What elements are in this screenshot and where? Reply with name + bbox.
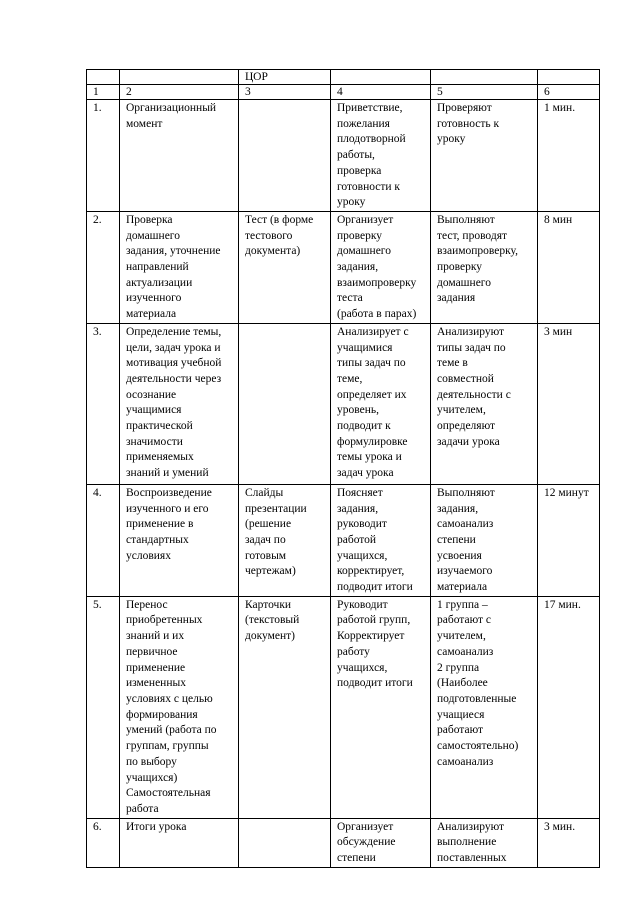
table-row	[87, 323, 600, 484]
time-cell: 1 мин.	[538, 100, 600, 212]
student-activity-cell: Анализируют типы задач по теме в совместной деятельности с учителем, определяют задачи урока	[431, 323, 538, 484]
cor-cell: Тест (в форме тестового документа)	[239, 211, 331, 323]
teacher-activity-cell: Организует обсуждение степени	[331, 818, 431, 867]
student-activity-cell: Анализируют выполнение поставленных	[431, 818, 538, 867]
stage-cell: Проверка домашнего задания, уточнение направлений актуализации изученного материала	[120, 211, 239, 323]
row-number: 4.	[87, 484, 120, 596]
time-cell: 8 мин	[538, 211, 600, 323]
teacher-activity-cell: Анализирует с учащимися типы задач по теме, определяет их уровень, подводит к формулировке темы урока и задач урока	[331, 323, 431, 484]
column-number: 3	[239, 85, 331, 100]
student-activity-cell: Проверяют готовность к уроку	[431, 100, 538, 212]
top-header-row	[87, 70, 600, 85]
stage-cell: Определение темы, цели, задач урока и мотивация учебной деятельности через осознание учащимися практической значимости применяемых знаний и умений	[120, 323, 239, 484]
header-cell	[120, 70, 239, 85]
student-activity-cell: Выполняют тест, проводят взаимопроверку, проверку домашнего задания	[431, 211, 538, 323]
time-cell: 3 мин	[538, 323, 600, 484]
stage-cell: Итоги урока	[120, 818, 239, 867]
row-number: 1.	[87, 100, 120, 212]
student-activity-cell: Выполняют задания, самоанализ степени усвоения изучаемого материала	[431, 484, 538, 596]
table-row	[87, 211, 600, 323]
column-number: 2	[120, 85, 239, 100]
table-row	[87, 100, 600, 212]
cor-cell	[239, 818, 331, 867]
table-row	[87, 484, 600, 596]
column-number: 5	[431, 85, 538, 100]
row-number: 2.	[87, 211, 120, 323]
teacher-activity-cell: Организует проверку домашнего задания, взаимопроверку теста (работа в парах)	[331, 211, 431, 323]
student-activity-cell: 1 группа – работают с учителем, самоанализ 2 группа (Наиболее подготовленные учащиеся работают самостоятельно) самоанализ	[431, 596, 538, 818]
cor-cell: Карточки (текстовый документ)	[239, 596, 331, 818]
table-row	[87, 818, 600, 867]
column-number: 1	[87, 85, 120, 100]
row-number: 3.	[87, 323, 120, 484]
column-number: 6	[538, 85, 600, 100]
header-cell	[538, 70, 600, 85]
lesson-plan-table	[86, 69, 600, 868]
header-cell	[431, 70, 538, 85]
stage-cell: Воспроизведение изученного и его применение в стандартных условиях	[120, 484, 239, 596]
header-cell	[87, 70, 120, 85]
row-number: 5.	[87, 596, 120, 818]
cor-cell	[239, 323, 331, 484]
table-row	[87, 596, 600, 818]
teacher-activity-cell: Поясняет задания, руководит работой учащихся, корректирует, подводит итоги	[331, 484, 431, 596]
header-cell	[331, 70, 431, 85]
stage-cell: Организационный момент	[120, 100, 239, 212]
stage-cell: Перенос приобретенных знаний и их первичное применение измененных условиях с целью формирования умений (работа по группам, группы по выбору учащихся) Самостоятельная работа	[120, 596, 239, 818]
time-cell: 3 мин.	[538, 818, 600, 867]
time-cell: 17 мин.	[538, 596, 600, 818]
row-number: 6.	[87, 818, 120, 867]
time-cell: 12 минут	[538, 484, 600, 596]
header-cell-cor: ЦОР	[239, 70, 331, 85]
teacher-activity-cell: Приветствие, пожелания плодотворной работы, проверка готовности к уроку	[331, 100, 431, 212]
cor-cell	[239, 100, 331, 212]
teacher-activity-cell: Руководит работой групп, Корректирует работу учащихся, подводит итоги	[331, 596, 431, 818]
column-number: 4	[331, 85, 431, 100]
column-number-row	[87, 85, 600, 100]
cor-cell: Слайды презентации (решение задач по готовым чертежам)	[239, 484, 331, 596]
